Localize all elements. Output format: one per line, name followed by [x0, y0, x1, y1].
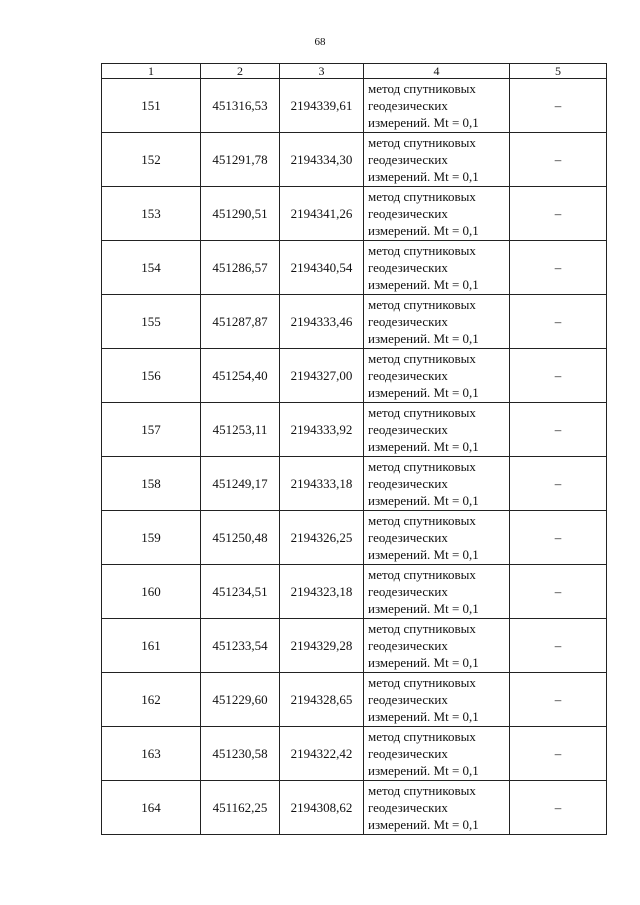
point-number-cell: 159	[102, 511, 201, 565]
note-cell: –	[510, 349, 607, 403]
method-line: измерений. Mt = 0,1	[368, 709, 479, 724]
method-cell	[364, 565, 510, 619]
method-line: геодезических	[368, 152, 448, 167]
note-cell: –	[510, 727, 607, 781]
method-line: метод спутниковых	[368, 351, 476, 366]
method-line: измерений. Mt = 0,1	[368, 601, 479, 616]
method-cell	[364, 349, 510, 403]
header-col-2: 2	[201, 64, 280, 79]
method-line: измерений. Mt = 0,1	[368, 655, 479, 670]
method-line: геодезических	[368, 314, 448, 329]
method-line: измерений. Mt = 0,1	[368, 223, 479, 238]
method-line: метод спутниковых	[368, 783, 476, 798]
table-row	[102, 781, 607, 835]
point-number-cell: 164	[102, 781, 201, 835]
y-coordinate-cell: 2194329,28	[280, 619, 364, 673]
method-line: метод спутниковых	[368, 459, 476, 474]
x-coordinate-cell: 451316,53	[201, 79, 280, 133]
note-cell: –	[510, 403, 607, 457]
header-col-4: 4	[364, 64, 510, 79]
table-row	[102, 619, 607, 673]
method-line: метод спутниковых	[368, 621, 476, 636]
method-line: метод спутниковых	[368, 513, 476, 528]
y-coordinate-cell: 2194340,54	[280, 241, 364, 295]
y-coordinate-cell: 2194339,61	[280, 79, 364, 133]
page-number: 68	[314, 36, 326, 48]
header-col-3: 3	[280, 64, 364, 79]
method-line: метод спутниковых	[368, 567, 476, 582]
point-number-cell: 163	[102, 727, 201, 781]
point-number-cell: 157	[102, 403, 201, 457]
y-coordinate-cell: 2194333,92	[280, 403, 364, 457]
method-line: измерений. Mt = 0,1	[368, 547, 479, 562]
point-number-cell: 156	[102, 349, 201, 403]
point-number-cell: 158	[102, 457, 201, 511]
note-cell: –	[510, 187, 607, 241]
x-coordinate-cell: 451162,25	[201, 781, 280, 835]
method-cell	[364, 79, 510, 133]
table-row	[102, 565, 607, 619]
x-coordinate-cell: 451291,78	[201, 133, 280, 187]
method-line: измерений. Mt = 0,1	[368, 439, 479, 454]
y-coordinate-cell: 2194322,42	[280, 727, 364, 781]
point-number-cell: 152	[102, 133, 201, 187]
y-coordinate-cell: 2194327,00	[280, 349, 364, 403]
method-cell	[364, 403, 510, 457]
method-line: геодезических	[368, 368, 448, 383]
method-line: геодезических	[368, 692, 448, 707]
method-line: метод спутниковых	[368, 189, 476, 204]
x-coordinate-cell: 451254,40	[201, 349, 280, 403]
note-cell: –	[510, 241, 607, 295]
y-coordinate-cell: 2194326,25	[280, 511, 364, 565]
method-line: метод спутниковых	[368, 297, 476, 312]
x-coordinate-cell: 451287,87	[201, 295, 280, 349]
method-line: измерений. Mt = 0,1	[368, 115, 479, 130]
method-line: геодезических	[368, 98, 448, 113]
method-line: геодезических	[368, 584, 448, 599]
coordinates-table	[101, 63, 607, 835]
y-coordinate-cell: 2194308,62	[280, 781, 364, 835]
method-line: геодезических	[368, 530, 448, 545]
method-line: метод спутниковых	[368, 729, 476, 744]
method-cell	[364, 187, 510, 241]
method-cell	[364, 673, 510, 727]
point-number-cell: 160	[102, 565, 201, 619]
point-number-cell: 151	[102, 79, 201, 133]
table-body	[102, 79, 607, 835]
method-cell	[364, 619, 510, 673]
method-line: геодезических	[368, 206, 448, 221]
table-row	[102, 133, 607, 187]
point-number-cell: 153	[102, 187, 201, 241]
point-number-cell: 161	[102, 619, 201, 673]
method-line: измерений. Mt = 0,1	[368, 493, 479, 508]
table-row	[102, 295, 607, 349]
table-row	[102, 187, 607, 241]
table-row	[102, 241, 607, 295]
method-line: измерений. Mt = 0,1	[368, 169, 479, 184]
method-cell	[364, 241, 510, 295]
y-coordinate-cell: 2194333,46	[280, 295, 364, 349]
header-row	[102, 64, 607, 79]
table-header	[102, 64, 607, 79]
table-row	[102, 673, 607, 727]
table-row	[102, 457, 607, 511]
x-coordinate-cell: 451233,54	[201, 619, 280, 673]
method-line: геодезических	[368, 746, 448, 761]
method-line: измерений. Mt = 0,1	[368, 763, 479, 778]
method-line: измерений. Mt = 0,1	[368, 817, 479, 832]
method-cell	[364, 295, 510, 349]
method-line: геодезических	[368, 476, 448, 491]
method-line: метод спутниковых	[368, 405, 476, 420]
x-coordinate-cell: 451230,58	[201, 727, 280, 781]
note-cell: –	[510, 457, 607, 511]
note-cell: –	[510, 781, 607, 835]
x-coordinate-cell: 451234,51	[201, 565, 280, 619]
method-line: метод спутниковых	[368, 675, 476, 690]
method-line: геодезических	[368, 260, 448, 275]
method-cell	[364, 133, 510, 187]
x-coordinate-cell: 451250,48	[201, 511, 280, 565]
point-number-cell: 154	[102, 241, 201, 295]
method-cell	[364, 457, 510, 511]
method-cell	[364, 727, 510, 781]
header-col-1: 1	[102, 64, 201, 79]
y-coordinate-cell: 2194334,30	[280, 133, 364, 187]
note-cell: –	[510, 673, 607, 727]
note-cell: –	[510, 565, 607, 619]
method-line: измерений. Mt = 0,1	[368, 331, 479, 346]
method-line: метод спутниковых	[368, 243, 476, 258]
method-cell	[364, 511, 510, 565]
table-row	[102, 79, 607, 133]
note-cell: –	[510, 133, 607, 187]
table-row	[102, 403, 607, 457]
y-coordinate-cell: 2194323,18	[280, 565, 364, 619]
table-row	[102, 511, 607, 565]
method-line: геодезических	[368, 638, 448, 653]
method-cell	[364, 781, 510, 835]
point-number-cell: 155	[102, 295, 201, 349]
point-number-cell: 162	[102, 673, 201, 727]
method-line: метод спутниковых	[368, 135, 476, 150]
x-coordinate-cell: 451229,60	[201, 673, 280, 727]
table-row	[102, 727, 607, 781]
x-coordinate-cell: 451253,11	[201, 403, 280, 457]
method-line: геодезических	[368, 800, 448, 815]
y-coordinate-cell: 2194333,18	[280, 457, 364, 511]
note-cell: –	[510, 511, 607, 565]
x-coordinate-cell: 451290,51	[201, 187, 280, 241]
note-cell: –	[510, 79, 607, 133]
x-coordinate-cell: 451249,17	[201, 457, 280, 511]
method-line: метод спутниковых	[368, 81, 476, 96]
method-line: геодезических	[368, 422, 448, 437]
method-line: измерений. Mt = 0,1	[368, 385, 479, 400]
method-line: измерений. Mt = 0,1	[368, 277, 479, 292]
y-coordinate-cell: 2194341,26	[280, 187, 364, 241]
y-coordinate-cell: 2194328,65	[280, 673, 364, 727]
note-cell: –	[510, 295, 607, 349]
x-coordinate-cell: 451286,57	[201, 241, 280, 295]
table-row	[102, 349, 607, 403]
header-col-5: 5	[510, 64, 607, 79]
note-cell: –	[510, 619, 607, 673]
